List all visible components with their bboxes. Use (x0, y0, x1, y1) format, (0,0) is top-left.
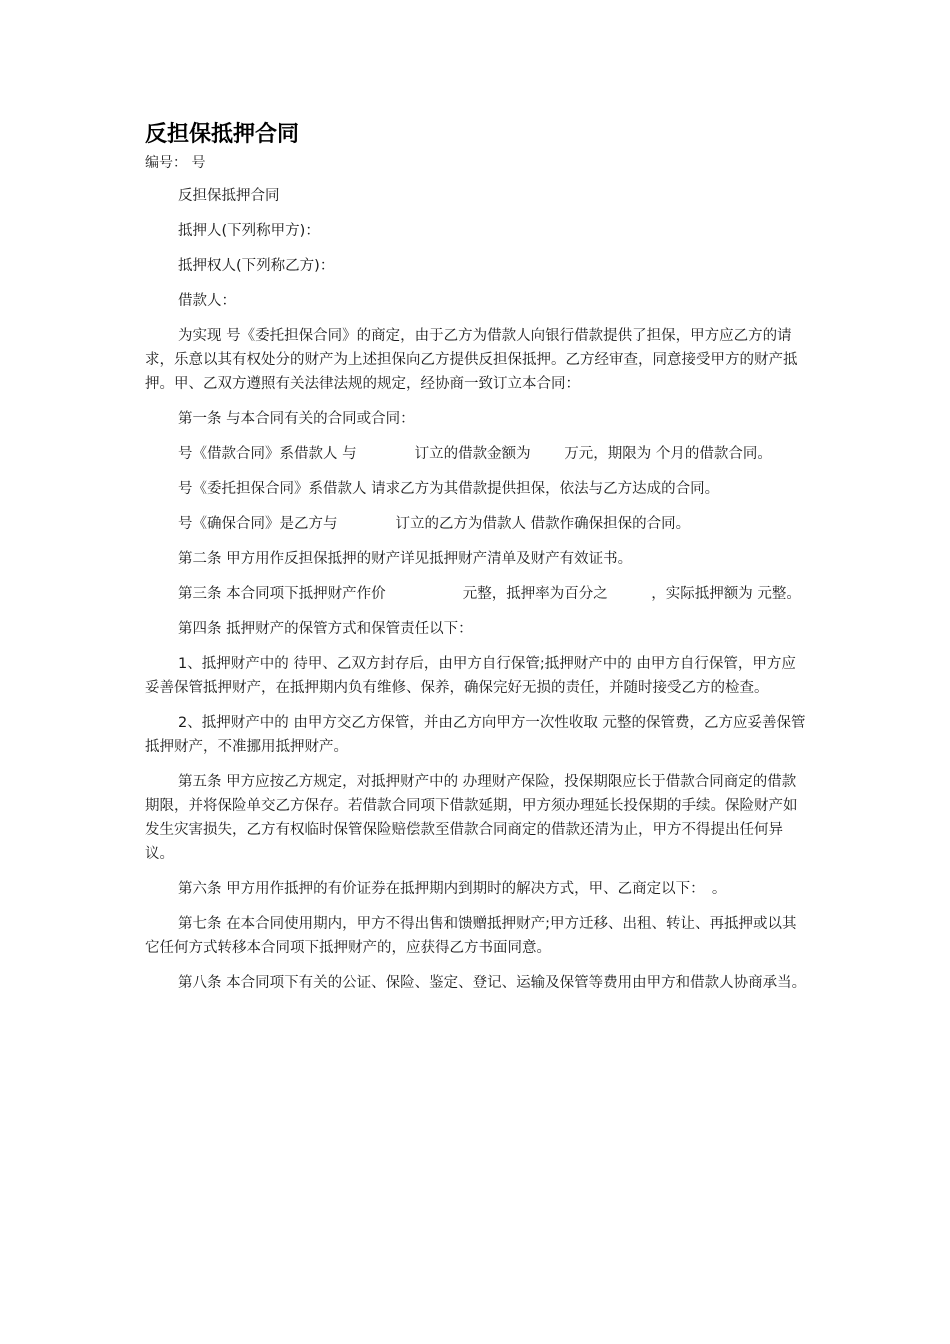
article-1-item-loan: 号《借款合同》系借款人 与 订立的借款金额为 万元，期限为 个月的借款合同。 (178, 446, 772, 462)
article-4-item-1: 1、抵押财产中的 待甲、乙双方封存后，由甲方自行保管;抵押财产中的 由甲方自行保管，甲方应妥善保管抵押财产，在抵押期内负有维修、保养，确保完好无损的责任，并随时接受乙方的检查。 (145, 656, 796, 696)
document-number: 编号： 号 (145, 155, 206, 171)
article-3: 第三条 本合同项下抵押财产作价 元整，抵押率为百分之 ，实际抵押额为 元整。 (178, 586, 801, 602)
preamble: 为实现 号《委托担保合同》的商定，由于乙方为借款人向银行借款提供了担保，甲方应乙方的请求，乐意以其有权处分的财产为上述担保向乙方提供反担保抵押。乙方经审查，同意接受甲方的财产抵押。甲、乙双方遵照有关法律法规的规定，经协商一致订立本合同： (145, 328, 798, 392)
party-mortgagor: 抵押人(下列称甲方)： (178, 223, 320, 239)
article-1-item-assurance: 号《确保合同》是乙方与 订立的乙方为借款人 借款作确保担保的合同。 (178, 516, 691, 532)
article-1: 第一条 与本合同有关的合同或合同： (178, 411, 415, 427)
article-4: 第四条 抵押财产的保管方式和保管责任以下： (178, 621, 473, 637)
party-mortgagee: 抵押权人(下列称乙方)： (178, 258, 335, 274)
document-title: 反担保抵押合同 (145, 122, 300, 147)
article-4-item-2: 2、抵押财产中的 由甲方交乙方保管，并由乙方向甲方一次性收取 元整的保管费，乙方应妥善保管抵押财产，不准挪用抵押财产。 (145, 715, 806, 755)
article-5: 第五条 甲方应按乙方规定，对抵押财产中的 办理财产保险，投保期限应长于借款合同商定的借款期限，并将保险单交乙方保存。若借款合同项下借款延期，甲方须办理延长投保期的手续。保险财产如发生灾害损失，乙方有权临时保管保险赔偿款至借款合同商定的借款还清为止，甲方不得提出任何异议。 (145, 774, 798, 862)
article-8: 第八条 本合同项下有关的公证、保险、鉴定、登记、运输及保管等费用由甲方和借款人协商承当。 (178, 975, 807, 991)
article-7: 第七条 在本合同使用期内，甲方不得出售和馈赠抵押财产;甲方迁移、出租、转让、再抵押或以其它任何方式转移本合同项下抵押财产的，应获得乙方书面同意。 (145, 916, 797, 956)
party-borrower: 借款人： (178, 293, 236, 309)
article-1-item-guarantee: 号《委托担保合同》系借款人 请求乙方为其借款提供担保，依法与乙方达成的合同。 (178, 481, 720, 497)
heading-repeat: 反担保抵押合同 (178, 188, 280, 204)
article-2: 第二条 甲方用作反担保抵押的财产详见抵押财产清单及财产有效证书。 (178, 551, 633, 567)
document-page (145, 120, 807, 1006)
article-6: 第六条 甲方用作抵押的有价证券在抵押期内到期时的解决方式，甲、乙商定以下： 。 (178, 881, 727, 897)
